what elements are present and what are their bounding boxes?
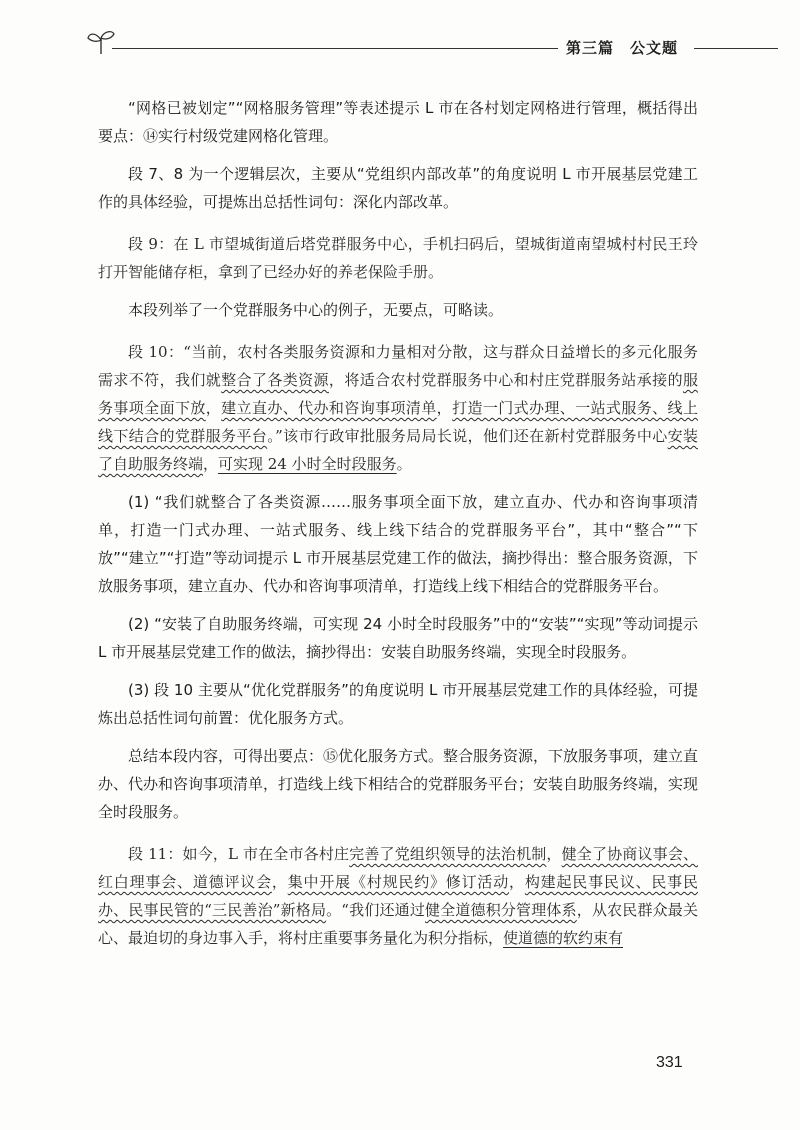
paragraph-2: 段 7、8 为一个逻辑层次，主要从“党组织内部改革”的角度说明 L 市开展基层党建工作的具体经验，可提炼出总括性词句：深化内部改革。	[98, 165, 698, 211]
text-run: ，	[203, 455, 219, 473]
text-run: 。“我们还通过	[326, 901, 426, 919]
underlined-phrase: 构建起民事民议、民事民办、民事民管的“三民善治”新格局	[98, 873, 698, 919]
underlined-phrase: 打造一门式办理、一站式服务、线上线下结合的党群服务平台	[98, 399, 698, 445]
chapter-part: 第三篇	[566, 39, 615, 57]
page-body	[98, 94, 698, 952]
text-run: ，将适合农村党群服务中心和村庄党群服务站承接的	[328, 371, 683, 389]
underlined-phrase: 集中开展《村规民约》修订活动	[287, 873, 510, 891]
underlined-phrase: 建立直办、代办和咨询事项清单	[221, 399, 437, 417]
underlined-phrase: 安装了自助服务终端	[98, 427, 698, 473]
text-run: ，	[436, 399, 453, 417]
underlined-phrase: 完善了党组织领导的法治机制	[349, 845, 547, 863]
text-run: 段 10：“当前，农村各类服务资源和力量相对分散，这与群众日益增长的多元化服务需求不符，我们就	[98, 343, 698, 389]
chapter-title	[566, 37, 678, 58]
paragraph-10-source	[98, 840, 698, 952]
paragraph-6: (1) “我们就整合了各类资源……服务事项全面下放，建立直办、代办和咨询事项清单，打造一门式办理、一站式服务、线上线下结合的党群服务平台”，其中“整合”“下放”“建立”“打造”等动词提示 L 市开展基层党建工作的做法，摘抄得出：整合服务资源，下放服务事项，建立直办、代办和咨询事项清单，打造线上线下相结合的党群服务平台。	[98, 493, 698, 595]
text-run: ，	[205, 399, 222, 417]
text-run: ，	[509, 873, 525, 891]
underlined-phrase: 健全了协商议事会、红白理事会、道德评议会	[98, 845, 698, 891]
underlined-phrase: 健全道德积分管理体系	[425, 901, 577, 919]
text-run: ，	[271, 873, 288, 891]
header-rule-right	[694, 48, 778, 49]
paragraph-7: (2) “安装了自助服务终端，可实现 24 小时全时段服务”中的“安装”“实现”等动词提示 L 市开展基层党建工作的做法，摘抄得出：安装自助服务终端，实现全时段服务。	[98, 615, 698, 661]
text-run: ，从农民群众最关心、最迫切的身边事入手，将村庄重要事务量化为积分指标，	[98, 901, 698, 947]
underlined-phrase: 整合了各类资源	[221, 371, 329, 389]
text-run: 段 11：如今，L 市在全市各村庄	[128, 845, 350, 863]
leaf-sprout-icon	[86, 28, 116, 56]
underlined-phrase: 可实现 24 小时全时段服务	[218, 455, 397, 473]
text-run: 。	[396, 455, 412, 473]
paragraph-9: 总结本段内容，可得出要点：⑮优化服务方式。整合服务资源，下放服务事项，建立直办、代办和咨询事项清单，打造线上线下相结合的党群服务平台；安装自助服务终端，实现全时段服务。	[98, 747, 699, 821]
underlined-phrase: 使道德的软约束有	[503, 929, 624, 947]
paragraph-3-source: 段 9：在 L 市望城街道后塔党群服务中心，手机扫码后，望城街道南望城村村民王玲打开智能储存柜，拿到了已经办好的养老保险手册。	[98, 235, 698, 281]
text-run: 。”该市行政审批服务局局长说，他们还在新村党群服务中心	[267, 427, 668, 445]
paragraph-4: 本段列举了一个党群服务中心的例子，无要点，可略读。	[128, 301, 504, 319]
page-header	[0, 0, 800, 70]
underlined-phrase: 服务事项全面下放	[98, 371, 698, 417]
paragraph-5-source	[98, 338, 698, 478]
paragraph-1: “网格已被划定”“网格服务管理”等表述提示 L 市在各村划定网格进行管理，概括得出要点：⑭实行村级党建网格化管理。	[98, 99, 698, 145]
page-number: 331	[656, 1054, 683, 1071]
text-run: ，	[546, 845, 562, 863]
paragraph-8: (3) 段 10 主要从“优化党群服务”的角度说明 L 市开展基层党建工作的具体经验，可提炼出总括性词句前置：优化服务方式。	[98, 681, 698, 727]
chapter-section: 公文题	[630, 39, 679, 57]
header-rule-left	[112, 48, 558, 49]
